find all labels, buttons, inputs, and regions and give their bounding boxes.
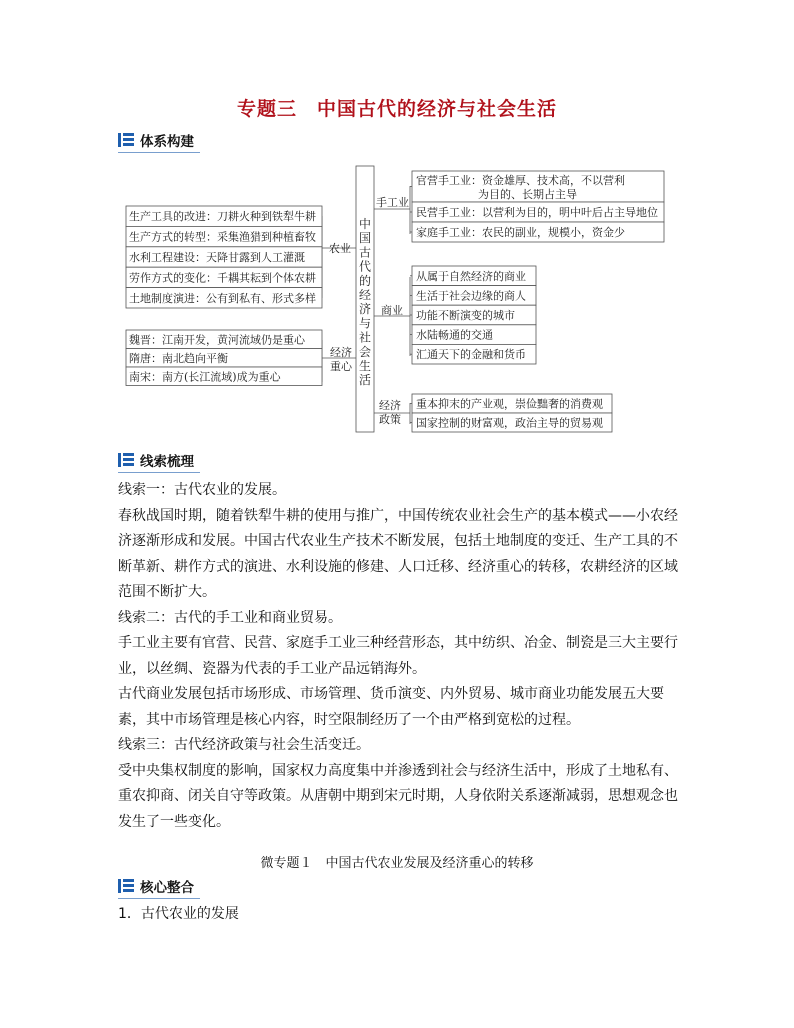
center-char: 济 xyxy=(358,302,372,317)
handicraft-label: 手工业 xyxy=(376,196,409,209)
center-char: 古 xyxy=(358,245,372,260)
diagram-item-text: 汇通天下的金融和货币 xyxy=(416,348,526,362)
diagram-item-text: 隋唐：南北趋向平衡 xyxy=(129,351,228,365)
diagram-item-text: 水陆畅通的交通 xyxy=(416,328,493,342)
diagram-item-text: 家庭手工业：农民的副业，规模小，资金少 xyxy=(416,226,625,239)
diagram-item-text: 魏晋：江南开发，黄河流域仍是重心 xyxy=(129,333,305,347)
clue3-text: 受中央集权制度的影响，国家权力高度集中并渗透到社会与经济生活中，形成了土地私有、重农抑商、闭关自守等政策。从唐朝中期到宋元时期，人身依附关系逐渐减弱，思想观念也发生了一些变化。 xyxy=(118,762,678,830)
clue1-title: 线索一：古代农业的发展。 xyxy=(118,482,286,498)
diagram-item-text: 官营手工业：资金雄厚、技术高，不以营利 xyxy=(416,174,625,187)
section-label: 线索梳理 xyxy=(140,454,194,470)
diagram-item-text: 生产方式的转型：采集渔猎到种植畜牧 xyxy=(129,230,316,244)
diagram-item-text: 重本抑末的产业观，崇俭黜奢的消费观 xyxy=(416,397,603,411)
diagram-item-text-cont: 为目的、长期占主导 xyxy=(478,188,577,201)
agriculture-branch xyxy=(126,206,356,308)
center-shift-label-1: 经济 xyxy=(330,346,352,359)
clue2-text2: 古代商业发展包括市场形成、市场管理、货币演变、内外贸易、城市商业功能发展五大要素，其中市场管理是核心内容，时空限制经历了一个由严格到宽松的过程。 xyxy=(118,686,664,728)
handicraft-branch xyxy=(374,171,664,242)
center-title xyxy=(359,216,371,387)
subtopic-heading: 微专题１ 中国古代农业发展及经济重心的转移 xyxy=(260,856,534,871)
center-char: 代 xyxy=(358,259,372,274)
center-char: 生 xyxy=(358,359,372,373)
diagram-item-text: 劳作方式的变化：千耦其耘到个体农耕 xyxy=(129,271,316,285)
diagram-item-text: 南宋：南方(长江流域)成为重心 xyxy=(129,370,281,384)
policy-label-1: 经济 xyxy=(379,399,401,412)
section-header-clues xyxy=(118,450,194,470)
center-char: 经 xyxy=(358,288,372,302)
center-char: 国 xyxy=(358,231,372,246)
diagram-item-text: 功能不断演变的城市 xyxy=(416,309,515,322)
diagram-item-text: 从属于自然经济的商业 xyxy=(416,269,526,283)
center-char: 的 xyxy=(358,273,372,288)
point-1: 1．古代农业的发展 xyxy=(118,906,239,922)
concept-diagram xyxy=(0,0,794,450)
center-shift-label-2: 重心 xyxy=(330,360,352,373)
page-title: 专题三 中国古代的经济与社会生活 xyxy=(236,98,557,120)
diagram-item-text: 民营手工业：以营利为目的，明中叶后占主导地位 xyxy=(416,206,658,219)
center-char: 活 xyxy=(358,373,372,388)
center-char: 与 xyxy=(358,316,372,331)
policy-label-2: 政策 xyxy=(379,413,401,426)
clue1-text: 春秋战国时期，随着铁犁牛耕的使用与推广，中国传统农业社会生产的基本模式——小农经济逐渐形成和发展。中国古代农业生产技术不断发展，包括土地制度的变迁、生产工具的不断革新、耕作方式的演进、水利设施的修建、人口迁移、经济重心的转移，农耕经济的区域范围不断扩大。 xyxy=(118,507,678,600)
section-label: 核心整合 xyxy=(140,880,194,896)
clue2-title: 线索二：古代的手工业和商业贸易。 xyxy=(118,609,342,626)
agriculture-label: 农业 xyxy=(329,242,351,255)
policy-branch xyxy=(374,394,612,432)
section-label: 体系构建 xyxy=(140,134,194,150)
clue2-text1: 手工业主要有官营、民营、家庭手工业三种经营形态，其中纺织、冶金、制瓷是三大主要行业，以丝绸、瓷器为代表的手工业产品远销海外。 xyxy=(118,635,678,677)
center-shift-branch xyxy=(126,330,356,386)
commerce-branch xyxy=(374,266,536,364)
commerce-label: 商业 xyxy=(381,304,403,317)
diagram-item-text: 国家控制的财富观，政治主导的贸易观 xyxy=(416,416,603,430)
center-char: 会 xyxy=(358,344,372,359)
diagram-item-text: 生产工具的改进：刀耕火种到铁犁牛耕 xyxy=(129,210,316,224)
section-bar-icon xyxy=(118,879,134,893)
diagram-item-text: 生活于社会边缘的商人 xyxy=(416,289,526,303)
center-char: 中 xyxy=(358,217,372,231)
section-bar-icon xyxy=(118,453,134,467)
diagram-item-text: 土地制度演进：公有到私有、形式多样 xyxy=(129,291,316,305)
clues-body xyxy=(118,478,678,835)
section-header-core xyxy=(118,876,194,896)
clue3-title: 线索三：古代经济政策与社会生活变迁。 xyxy=(118,737,370,753)
center-char: 社 xyxy=(358,330,372,345)
diagram-item-text: 水利工程建设：天降甘露到人工灌溉 xyxy=(129,251,305,264)
